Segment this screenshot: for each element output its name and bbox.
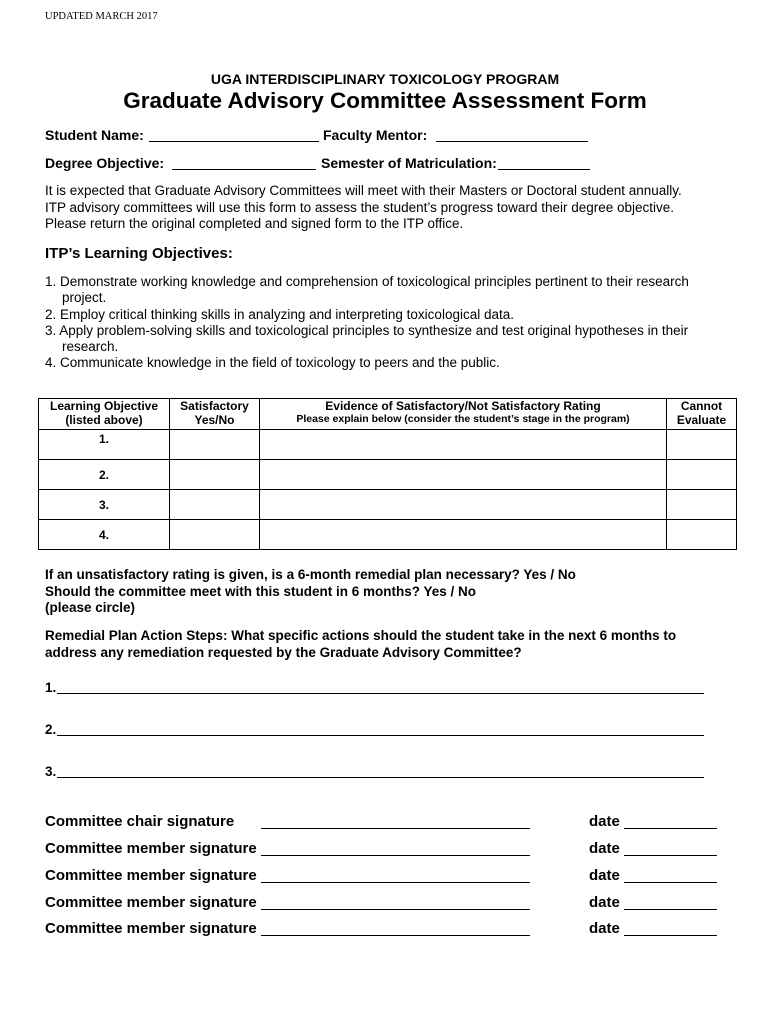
objective-3: 3. Apply problem-solving skills and toxicological principles to synthesize and test original hypotheses in their research. [45, 322, 689, 355]
chair-signature-label: Committee chair signature [45, 813, 235, 830]
step-1-label: 1. [45, 680, 57, 695]
member-4-date-field[interactable] [624, 935, 717, 936]
faculty-mentor-label: Faculty Mentor: [323, 127, 428, 143]
step-3-field[interactable] [57, 777, 704, 778]
intro-line-1: It is expected that Graduate Advisory Committees will meet with their Masters or Doctoral student annually. [45, 183, 682, 198]
evidence-cell[interactable] [260, 460, 667, 490]
table-row [39, 460, 737, 490]
step-3-label: 3. [45, 764, 57, 779]
member-1-date-field[interactable] [624, 855, 717, 856]
satisfactory-cell[interactable] [170, 460, 260, 490]
semester-field[interactable] [498, 155, 590, 170]
evidence-cell[interactable] [260, 520, 667, 550]
evidence-cell[interactable] [260, 430, 667, 460]
row-number: 4. [39, 520, 170, 550]
intro-line-2: ITP advisory committees will use this form to assess the student’s progress toward their degree objective. [45, 199, 675, 215]
header-learning-objective: Learning Objective (listed above) [39, 399, 170, 430]
member-3-date-label: date [589, 894, 620, 911]
chair-date-field[interactable] [624, 828, 717, 829]
cannot-evaluate-cell[interactable] [667, 430, 737, 460]
student-name-field[interactable] [149, 127, 319, 142]
member-2-date-label: date [589, 867, 620, 884]
table-row [39, 490, 737, 520]
cannot-evaluate-cell[interactable] [667, 460, 737, 490]
member-3-date-field[interactable] [624, 909, 717, 910]
header-evidence: Evidence of Satisfactory/Not Satisfactory Rating Please explain below (consider the student’s stage in the program) [260, 399, 667, 430]
table-header-row [39, 399, 737, 430]
header-satisfactory: Satisfactory Yes/No [170, 399, 260, 430]
member-3-signature-label: Committee member signature [45, 894, 257, 911]
member-2-signature-field[interactable] [261, 882, 530, 883]
updated-date: UPDATED MARCH 2017 [45, 11, 158, 22]
member-3-signature-field[interactable] [261, 909, 530, 910]
questions-block [45, 567, 735, 617]
semester-label: Semester of Matriculation: [321, 155, 497, 171]
assessment-table [38, 398, 737, 550]
member-4-date-label: date [589, 920, 620, 937]
objective-2: 2. Employ critical thinking skills in analyzing and interpreting toxicological data. [45, 306, 514, 322]
page-title: Graduate Advisory Committee Assessment Form [123, 88, 647, 113]
table-row [39, 430, 737, 460]
remedial-plan-question: If an unsatisfactory rating is given, is a 6-month remedial plan necessary? Yes / No [45, 567, 576, 582]
step-2-label: 2. [45, 722, 57, 737]
objectives-list [45, 274, 725, 372]
cannot-evaluate-cell[interactable] [667, 520, 737, 550]
row-number: 3. [39, 490, 170, 520]
remedial-prompt [45, 628, 735, 661]
step-1-field[interactable] [57, 693, 704, 694]
evidence-cell[interactable] [260, 490, 667, 520]
cannot-evaluate-cell[interactable] [667, 490, 737, 520]
header-cannot-evaluate: Cannot Evaluate [667, 399, 737, 430]
satisfactory-cell[interactable] [170, 430, 260, 460]
faculty-mentor-field[interactable] [436, 127, 588, 142]
degree-objective-field[interactable] [172, 155, 316, 170]
intro-paragraph [45, 183, 725, 233]
objective-1: 1. Demonstrate working knowledge and comprehension of toxicological principles pertinent to their research project. [45, 274, 689, 306]
objective-4: 4. Communicate knowledge in the field of toxicology to peers and the public. [45, 355, 500, 371]
member-1-date-label: date [589, 840, 620, 857]
table-row [39, 520, 737, 550]
member-1-signature-label: Committee member signature [45, 840, 257, 857]
meet-again-question: Should the committee meet with this student in 6 months? Yes / No [45, 583, 477, 599]
satisfactory-cell[interactable] [170, 490, 260, 520]
member-2-date-field[interactable] [624, 882, 717, 883]
degree-objective-label: Degree Objective: [45, 155, 165, 171]
row-number: 1. [39, 430, 170, 460]
step-2-field[interactable] [57, 735, 704, 736]
please-circle-note: (please circle) [45, 600, 136, 615]
objectives-heading: ITP’s Learning Objectives: [45, 245, 233, 262]
member-2-signature-label: Committee member signature [45, 867, 257, 884]
member-4-signature-label: Committee member signature [45, 920, 257, 937]
remedial-prompt-line-2: address any remediation requested by the Graduate Advisory Committee? [45, 644, 522, 660]
satisfactory-cell[interactable] [170, 520, 260, 550]
program-name: UGA INTERDISCIPLINARY TOXICOLOGY PROGRAM [210, 71, 560, 87]
chair-date-label: date [589, 813, 620, 830]
row-number: 2. [39, 460, 170, 490]
member-1-signature-field[interactable] [261, 855, 530, 856]
student-name-label: Student Name: [45, 127, 144, 143]
intro-line-3: Please return the original completed and signed form to the ITP office. [45, 216, 464, 231]
remedial-prompt-line-1: Remedial Plan Action Steps: What specific actions should the student take in the next 6 months to [45, 628, 677, 643]
chair-signature-field[interactable] [261, 828, 530, 829]
member-4-signature-field[interactable] [261, 935, 530, 936]
